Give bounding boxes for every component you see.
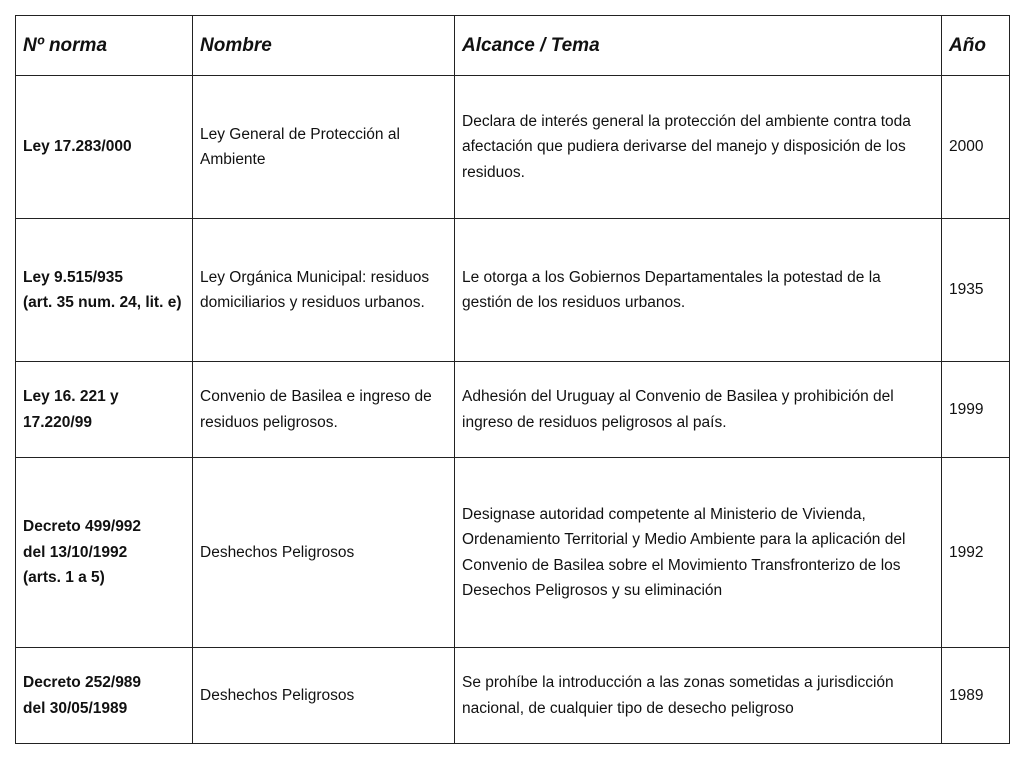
header-anio: Año	[942, 16, 1010, 76]
normas-table	[15, 15, 1010, 744]
cell-anio: 2000	[942, 76, 1010, 219]
table-row	[16, 648, 1010, 744]
header-norma: Nº norma	[16, 16, 193, 76]
header-nombre: Nombre	[193, 16, 455, 76]
cell-alcance: Se prohíbe la introducción a las zonas sometidas a jurisdicción nacional, de cualquier tipo de desecho peligroso	[455, 648, 942, 744]
cell-norma	[16, 76, 193, 219]
cell-alcance: Declara de interés general la protección del ambiente contra toda afectación que pudiera derivarse del manejo y disposición de los residuos.	[455, 76, 942, 219]
norma-line: Ley 17.283/000	[23, 138, 132, 156]
cell-nombre: Deshechos Peligrosos	[193, 648, 455, 744]
cell-norma	[16, 362, 193, 458]
table-row	[16, 458, 1010, 648]
cell-alcance: Adhesión del Uruguay al Convenio de Basilea y prohibición del ingreso de residuos peligrosos al país.	[455, 362, 942, 458]
cell-nombre: Convenio de Basilea e ingreso de residuos peligrosos.	[193, 362, 455, 458]
norma-line: del 30/05/1989	[23, 699, 128, 717]
table-row	[16, 219, 1010, 362]
norma-line: (arts. 1 a 5)	[23, 569, 105, 587]
cell-nombre: Ley Orgánica Municipal: residuos domiciliarios y residuos urbanos.	[193, 219, 455, 362]
norma-line: Ley 9.515/935	[23, 268, 123, 286]
cell-nombre: Ley General de Protección al Ambiente	[193, 76, 455, 219]
cell-alcance: Le otorga a los Gobiernos Departamentales la potestad de la gestión de los residuos urbanos.	[455, 219, 942, 362]
table-row	[16, 362, 1010, 458]
cell-anio: 1989	[942, 648, 1010, 744]
norma-line: Decreto 499/992	[23, 518, 142, 536]
cell-anio: 1992	[942, 458, 1010, 648]
cell-norma	[16, 219, 193, 362]
cell-alcance: Designase autoridad competente al Ministerio de Vivienda, Ordenamiento Territorial y Medio Ambiente para la aplicación del Convenio de Basilea sobre el Movimiento Transfronterizo de los Desechos Peligrosos y su eliminación	[455, 458, 942, 648]
norma-line: Ley 16. 221 y 17.220/99	[23, 388, 119, 431]
norma-line: Decreto 252/989	[23, 674, 142, 691]
header-alcance: Alcance / Tema	[455, 16, 942, 76]
table-row	[16, 76, 1010, 219]
cell-anio: 1999	[942, 362, 1010, 458]
norma-line: del 13/10/1992	[23, 543, 128, 561]
norma-line: (art. 35 num. 24, lit. e)	[23, 294, 182, 311]
cell-norma	[16, 648, 193, 744]
cell-anio: 1935	[942, 219, 1010, 362]
header-row	[16, 16, 1010, 76]
cell-norma	[16, 458, 193, 648]
cell-nombre: Deshechos Peligrosos	[193, 458, 455, 648]
